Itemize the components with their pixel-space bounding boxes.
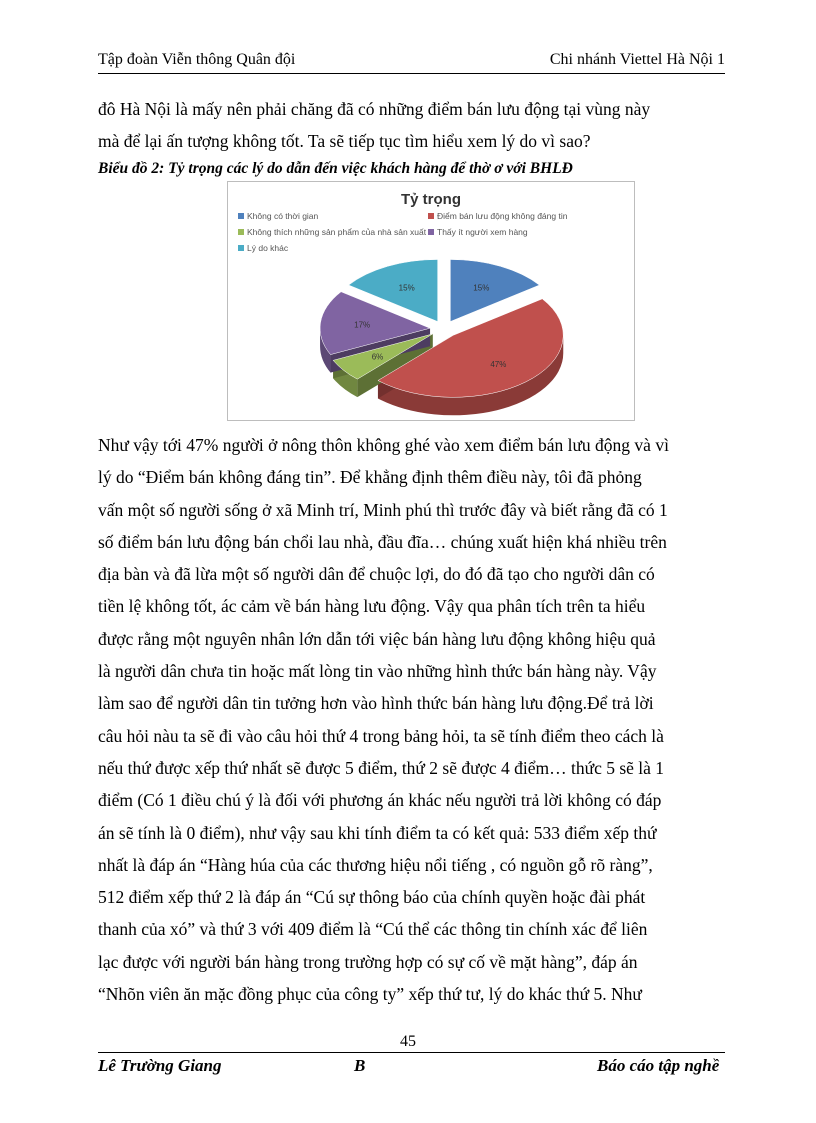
- legend-swatch: [428, 213, 434, 219]
- body-line: số điểm bán lưu động bán chổi lau nhà, đầu đĩa… chúng xuất hiện khá nhiều trên: [98, 531, 667, 552]
- footer-class: B: [354, 1056, 366, 1075]
- body-line: lý do “Điểm bán không đáng tin”. Để khẳng định thêm điều này, tôi đã phỏng: [98, 467, 642, 488]
- pie-data-label: 17%: [354, 320, 371, 330]
- legend-swatch: [428, 229, 434, 235]
- body-line: “Nhõn viên ăn mặc đồng phục của công ty” xếp thứ tư, lý do khác thứ 5. Như: [98, 984, 642, 1005]
- body-paragraph: [98, 429, 728, 1010]
- legend-label: Không có thời gian: [247, 211, 319, 221]
- page-number: 45: [400, 1033, 416, 1050]
- pie-chart: [228, 182, 634, 420]
- body-line: làm sao để người dân tin tưởng hơn vào hình thức bán hàng lưu động.Để trả lời: [98, 693, 654, 714]
- pie-data-label: 47%: [490, 360, 507, 370]
- footer-report: Báo cáo tập nghề: [597, 1056, 720, 1075]
- intro-line: mà để lại ấn tượng không tốt. Ta sẽ tiếp tục tìm hiểu xem lý do vì sao?: [98, 131, 591, 152]
- legend-label: Thấy ít người xem hàng: [437, 227, 528, 237]
- body-line: án sẽ tính là 0 điểm), như vậy sau khi tính điểm ta có kết quả: 533 điểm xếp thứ: [98, 822, 657, 843]
- body-line: thanh của xó” và thứ 3 với 409 điểm là “Cú thể các thông tin chính xác để liên: [98, 919, 648, 940]
- chart-title: Tỷ trọng: [401, 191, 461, 208]
- body-line: nhất là đáp án “Hàng húa của các thương hiệu nổi tiếng , có nguồn gỗ rõ ràng”,: [98, 854, 653, 875]
- footer-author: Lê Trường Giang: [98, 1056, 222, 1075]
- body-line: câu hỏi nàu ta sẽ đi vào câu hỏi thứ 4 trong bảng hỏi, ta sẽ tính điểm theo cách là: [98, 725, 664, 746]
- pie-data-label: 6%: [371, 352, 384, 362]
- body-line: tiền lệ không tốt, ác cảm về bán hàng lưu động. Vậy qua phân tích trên ta hiểu: [98, 596, 646, 617]
- legend-swatch: [238, 229, 244, 235]
- intro-line: đô Hà Nội là mấy nên phải chăng đã có những điểm bán lưu động tại vùng này: [98, 99, 651, 119]
- pie-data-label: 15%: [473, 283, 490, 293]
- body-line: Như vậy tới 47% người ở nông thôn không ghé vào xem điểm bán lưu động và vì: [98, 435, 669, 455]
- legend-swatch: [238, 213, 244, 219]
- header-branch: Chi nhánh Viettel Hà Nội 1: [549, 51, 725, 68]
- page-header: [98, 49, 725, 74]
- pie-chart-frame: [227, 181, 635, 421]
- footer-divider: [98, 1052, 725, 1053]
- body-line: 512 điểm xếp thứ 2 là đáp án “Cú sự thông báo của chính quyền hoặc đài phát: [98, 887, 646, 908]
- body-line: nếu thứ được xếp thứ nhất sẽ được 5 điểm, thứ 2 sẽ được 4 điểm… thức 5 sẽ là 1: [98, 757, 665, 778]
- body-line: địa bàn và đã lừa một số người dân để chuộc lợi, do đó đã tạo cho người dân có: [98, 564, 655, 585]
- legend-label: Không thích những sản phẩm của nhà sản xuất: [247, 227, 427, 237]
- body-line: lạc được với người bán hàng trong trường hợp có sự cố về mặt hàng”, đáp án: [98, 951, 638, 972]
- pie-data-label: 15%: [398, 283, 415, 293]
- legend-label: Điểm bán lưu động không đáng tin: [437, 211, 568, 221]
- chart-caption: Biểu đồ 2: Tỷ trọng các lý do dẫn đến việc khách hàng để thờ ơ với BHLĐ: [98, 160, 573, 177]
- intro-paragraph: [98, 93, 728, 158]
- body-line: là người dân chưa tin hoặc mất lòng tin vào những hình thức bán hàng này. Vậy: [98, 661, 657, 682]
- body-line: vấn một số người sống ở xã Minh trí, Minh phú thì trước đây và biết rằng đã có 1: [98, 499, 668, 520]
- body-line: điểm (Có 1 điều chú ý là đối với phương án khác nếu người trả lời không có đáp: [98, 790, 662, 811]
- header-organization: Tập đoàn Viễn thông Quân đội: [98, 51, 296, 68]
- body-line: được rằng một nguyên nhân lớn dẫn tới việc bán hàng lưu động không hiệu quả: [98, 628, 656, 649]
- legend-label: Lý do khác: [247, 243, 289, 253]
- legend-swatch: [238, 245, 244, 251]
